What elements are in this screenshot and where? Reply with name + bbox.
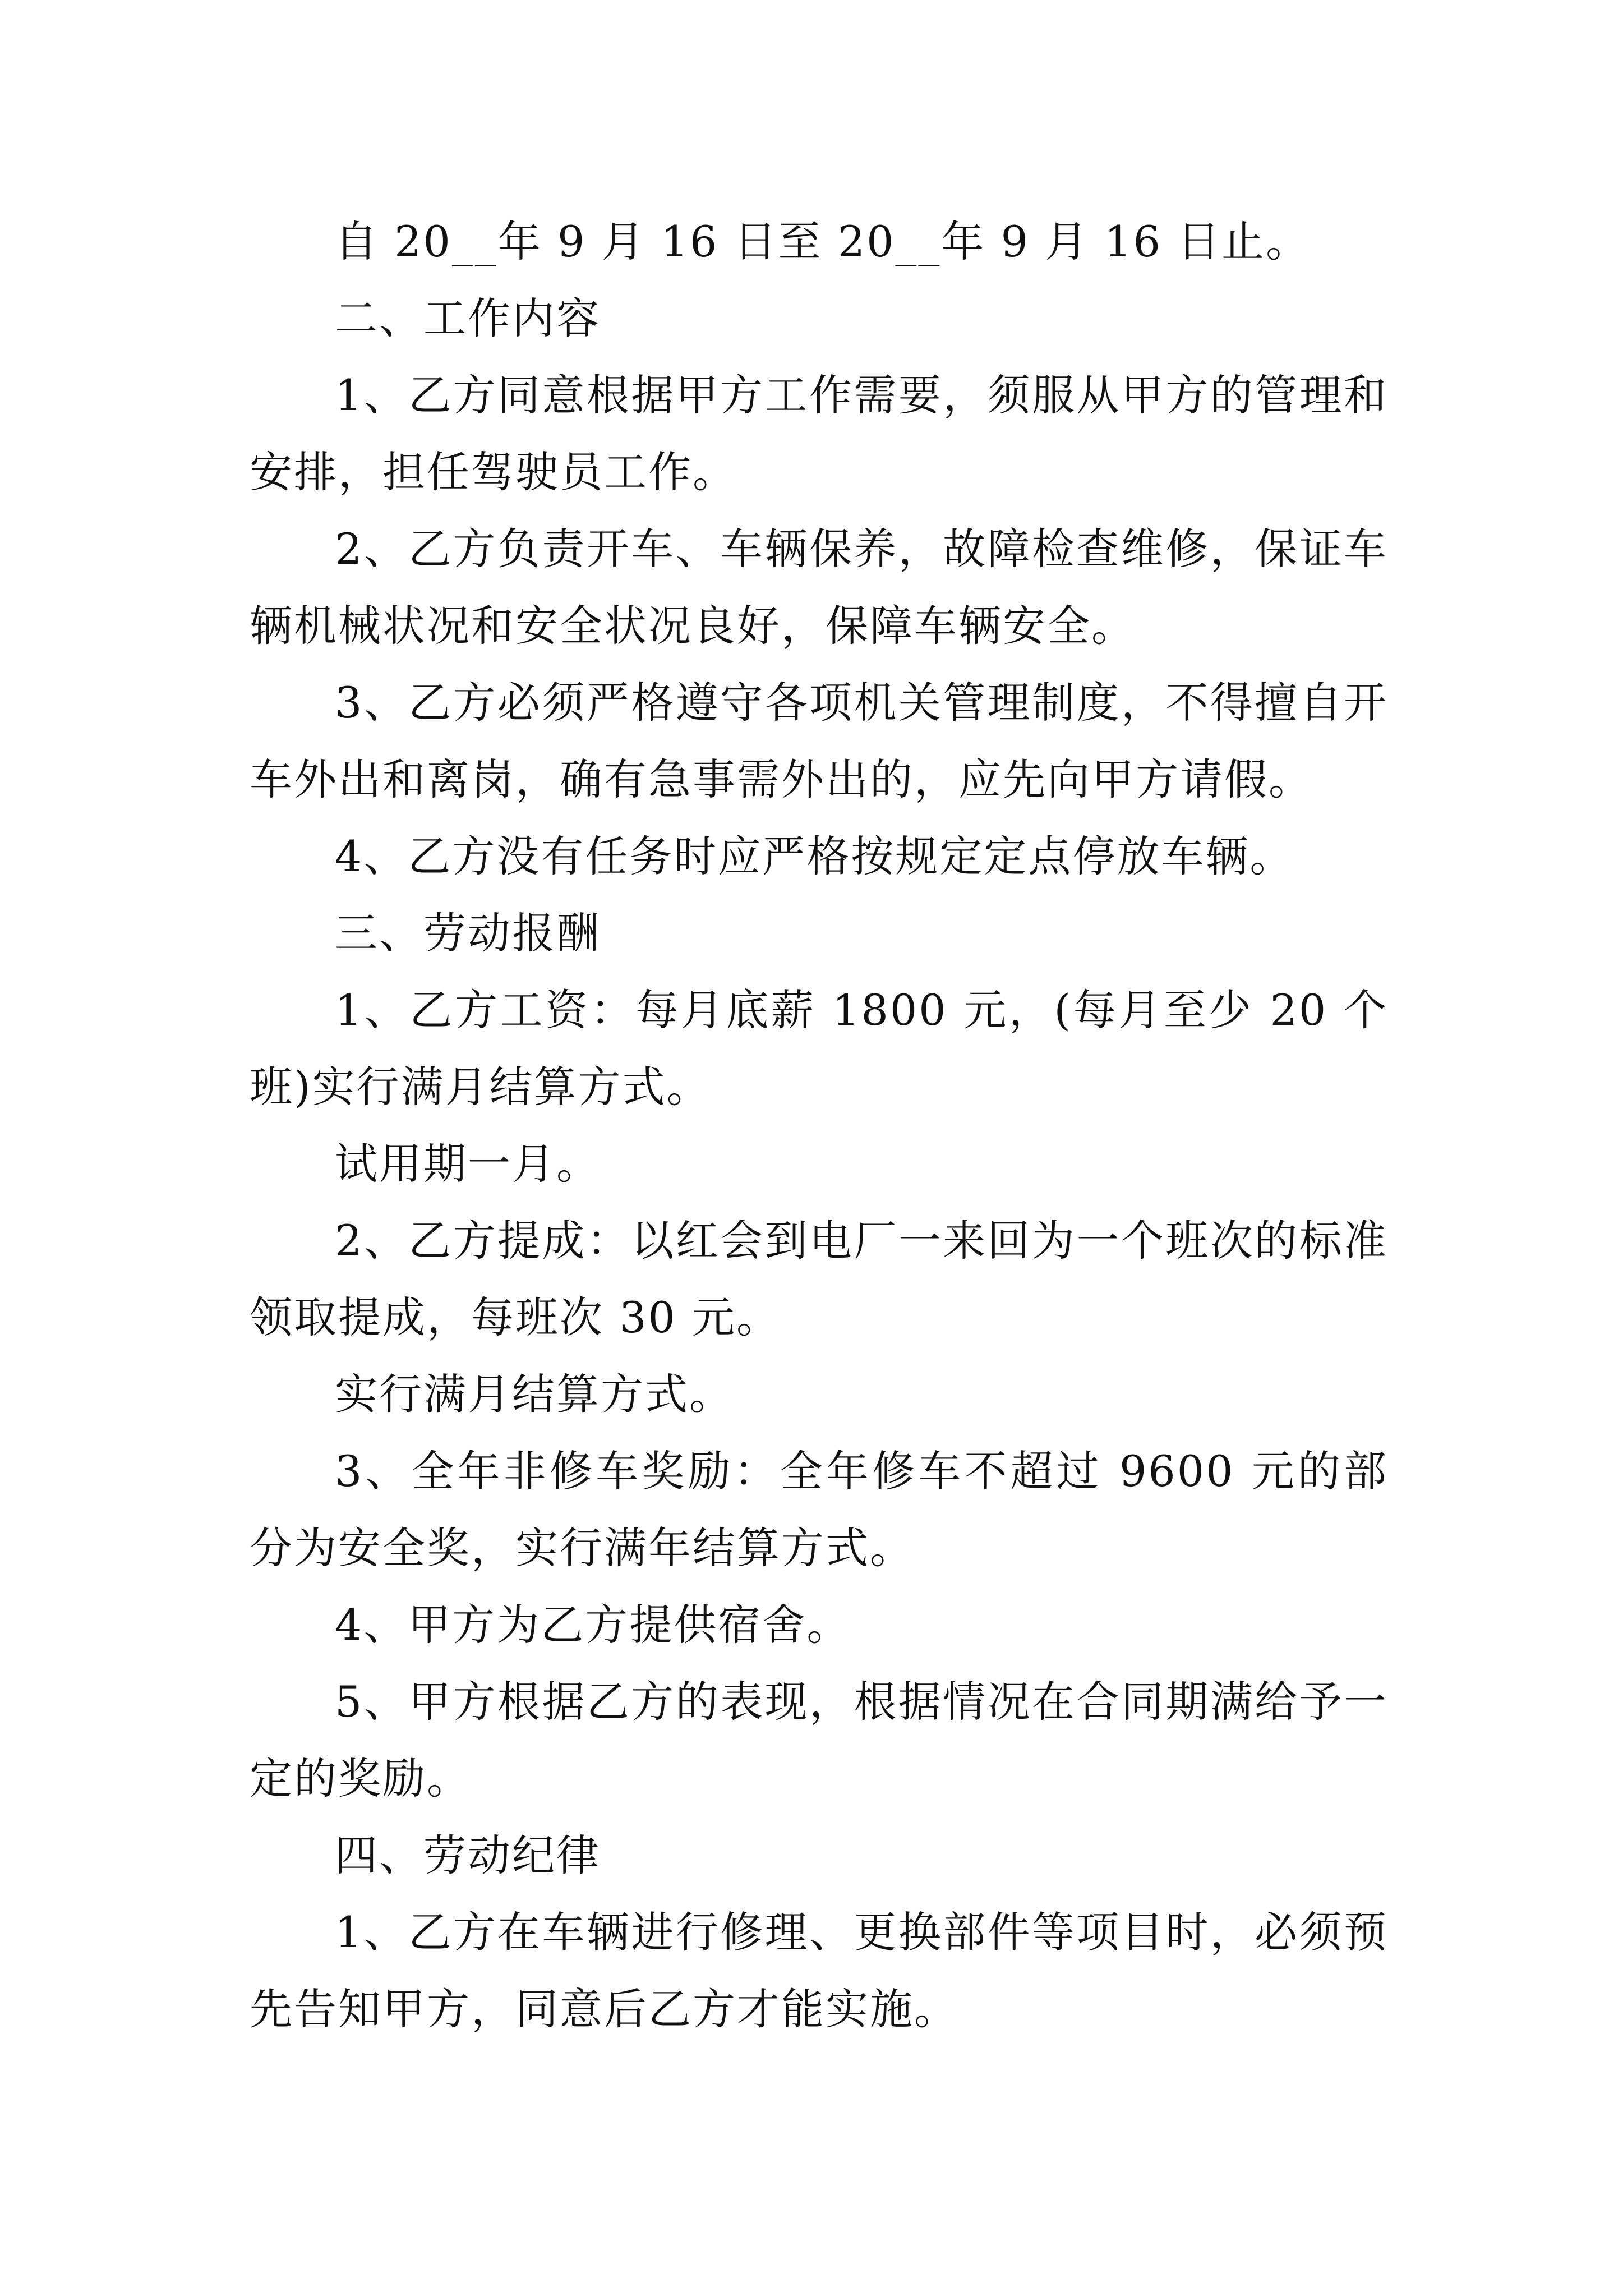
remuneration-item-4: 4、甲方为乙方提供宿舍。: [335, 1600, 851, 1650]
remuneration-item-3: 3、全年非修车奖励：全年修车不超过 9600 元的部分为安全奖，实行满年结算方式。: [250, 1446, 1388, 1573]
work-content-item-1: 1、乙方同意根据甲方工作需要，须服从甲方的管理和安排，担任驾驶员工作。: [250, 370, 1388, 497]
document-body: [250, 203, 1388, 2047]
probation-paragraph: 试用期一月。: [335, 1139, 601, 1189]
discipline-item-1: 1、乙方在车辆进行修理、更换部件等项目时，必须预先告知甲方，同意后乙方才能实施。: [250, 1907, 1388, 2034]
settlement-paragraph: 实行满月结算方式。: [335, 1369, 734, 1419]
work-content-item-3: 3、乙方必须严格遵守各项机关管理制度，不得擅自开车外出和离岗，确有急事需外出的，应先向甲方请假。: [250, 678, 1388, 804]
contract-term-paragraph: 自 20__年 9 月 16 日至 20__年 9 月 16 日止。: [335, 217, 1311, 266]
section-heading-discipline: 四、劳动纪律: [335, 1830, 601, 1880]
work-content-item-2: 2、乙方负责开车、车辆保养，故障检查维修，保证车辆机械状况和安全状况良好，保障车辆安全。: [250, 524, 1388, 651]
remuneration-item-5: 5、甲方根据乙方的表现，根据情况在合同期满给予一定的奖励。: [250, 1677, 1388, 1803]
section-heading-remuneration: 三、劳动报酬: [335, 908, 601, 958]
section-heading-work-content: 二、工作内容: [335, 293, 601, 343]
work-content-item-4: 4、乙方没有任务时应严格按规定定点停放车辆。: [335, 831, 1294, 881]
remuneration-item-1: 1、乙方工资：每月底薪 1800 元，(每月至少 20 个班)实行满月结算方式。: [250, 985, 1388, 1112]
remuneration-item-2: 2、乙方提成：以红会到电厂一来回为一个班次的标准领取提成，每班次 30 元。: [250, 1216, 1388, 1342]
